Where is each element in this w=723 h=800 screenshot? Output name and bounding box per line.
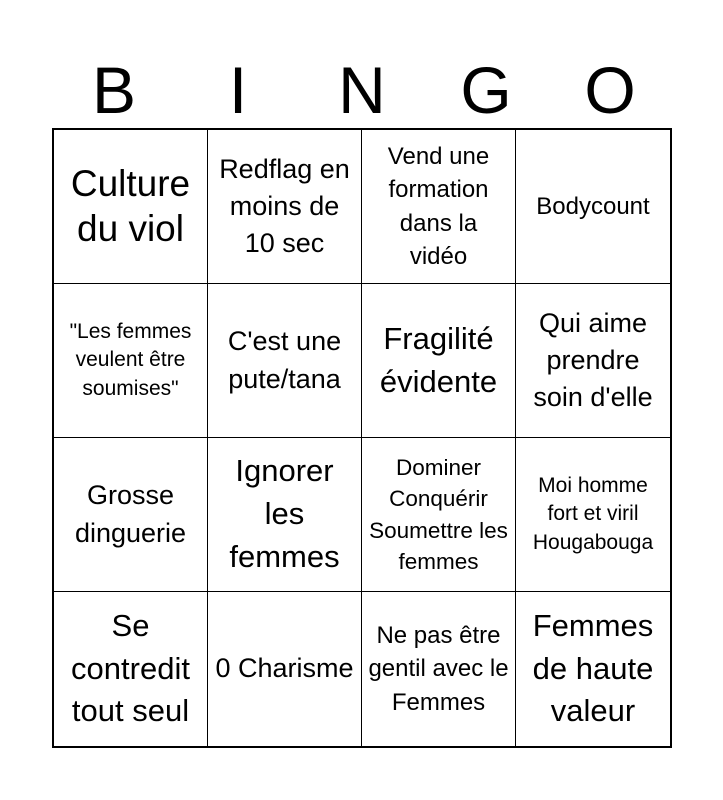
header-letter-o: O [584, 53, 636, 127]
bingo-cell-r1-c4[interactable] [516, 130, 670, 284]
bingo-cell-r3-c1[interactable] [54, 438, 208, 592]
bingo-cell-r2-c3[interactable] [362, 284, 516, 438]
bingo-cell-r2-c4[interactable] [516, 284, 670, 438]
bingo-cell-r2-c2[interactable] [208, 284, 362, 438]
cell-text: Grosse dinguerie [74, 480, 187, 548]
header-letter-b: B [91, 53, 137, 127]
header-letter-n: N [338, 53, 386, 127]
header-letter-i: I [228, 53, 248, 127]
cell-text: 0 Charisme [215, 653, 354, 684]
cell-text: Ne pas être gentil avec le Femmes [368, 622, 509, 716]
bingo-cell-r3-c4[interactable] [516, 438, 670, 592]
bingo-cell-r1-c1[interactable] [54, 130, 208, 284]
bingo-cell-r3-c2[interactable] [208, 438, 362, 592]
cell-text: Dominer Conquérir Soumettre les femmes [369, 454, 508, 574]
bingo-cell-r1-c3[interactable] [362, 130, 516, 284]
cell-text: Femmes de haute valeur [532, 607, 654, 729]
bingo-cell-r2-c1[interactable] [54, 284, 208, 438]
cell-text: Fragilité évidente [379, 320, 498, 399]
cell-text: Se contredit tout seul [71, 607, 190, 729]
bingo-board [52, 128, 672, 748]
bingo-cell-r4-c2[interactable] [208, 592, 362, 746]
cell-text: Redflag en moins de 10 sec [219, 153, 350, 259]
bingo-cell-r4-c4[interactable] [516, 592, 670, 746]
cell-text: Culture du viol [70, 163, 191, 249]
bingo-header [52, 52, 672, 128]
cell-text: Vend une formation dans la vidéo [387, 143, 490, 270]
cell-text: Qui aime prendre soin d'elle [533, 307, 653, 413]
cell-text: Bodycount [536, 192, 650, 220]
cell-text: Moi homme fort et viril Hougabouga [532, 473, 654, 554]
bingo-cell-r4-c3[interactable] [362, 592, 516, 746]
cell-text: C'est une pute/tana [227, 326, 342, 394]
bingo-cell-r3-c3[interactable] [362, 438, 516, 592]
cell-text: "Les femmes veulent être soumises" [69, 319, 192, 400]
bingo-cell-r4-c1[interactable] [54, 592, 208, 746]
header-letter-g: G [460, 53, 512, 127]
cell-text: Ignorer les femmes [229, 453, 340, 574]
bingo-cell-r1-c2[interactable] [208, 130, 362, 284]
